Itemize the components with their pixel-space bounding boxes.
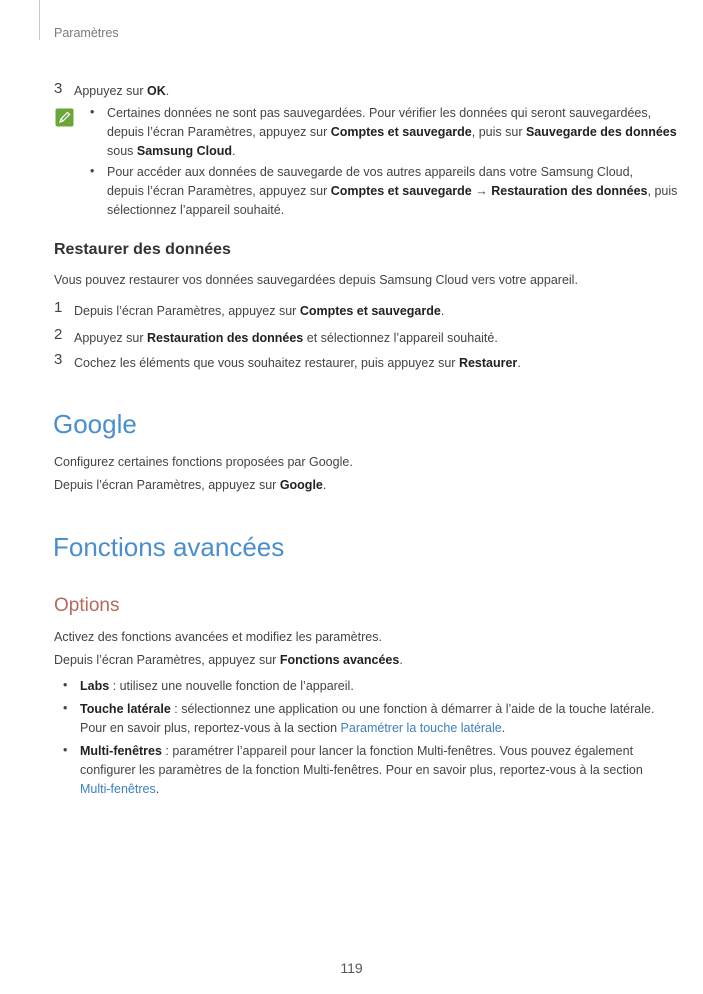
bullet-dot: • xyxy=(90,164,95,178)
restore-intro: Vous pouvez restaurer vos données sauvegardées depuis Samsung Cloud vers votre appareil. xyxy=(54,273,578,287)
options-path: Depuis l’écran Paramètres, appuyez sur Fonctions avancées. xyxy=(54,653,403,667)
options-desc: Activez des fonctions avancées et modifiez les paramètres. xyxy=(54,630,382,644)
bullet-dot: • xyxy=(63,701,68,715)
note-pencil-icon xyxy=(55,108,74,127)
note-bullet-1: Certaines données ne sont pas sauvegardées. Pour vérifier les données qui seront sauvegardées, depuis l’écran Paramètres, appuyez sur Comptes et sauvegarde, puis sur Sauvegarde des données sous Samsung Cloud. xyxy=(107,106,677,158)
step-ok-text: Appuyez sur OK. xyxy=(74,84,170,98)
note-bullet-2: Pour accéder aux données de sauvegarde de vos autres appareils dans votre Samsung Cloud, depuis l’écran Paramètres, appuyez sur Comptes et sauvegarde → Restauration des données, puis sélectionnez l’appareil souhaité. xyxy=(107,165,678,217)
link-parametrer-touche-laterale[interactable]: Paramétrer la touche latérale xyxy=(340,721,502,735)
step-number: 3 xyxy=(54,80,63,97)
restore-step-2: Appuyez sur Restauration des données et sélectionnez l’appareil souhaité. xyxy=(74,331,498,345)
step-number: 2 xyxy=(54,326,63,343)
step-number: 3 xyxy=(54,351,63,368)
options-title: Options xyxy=(54,595,120,616)
google-path: Depuis l’écran Paramètres, appuyez sur Google. xyxy=(54,478,327,492)
touche-laterale-item: Touche latérale : sélectionnez une application ou une fonction à démarrer à l’aide de la touche latérale. Pour en savoir plus, reportez-vous à la section Paramétrer la touche latérale. xyxy=(80,702,655,735)
bullet-dot: • xyxy=(63,678,68,692)
restore-step-1: Depuis l’écran Paramètres, appuyez sur Comptes et sauvegarde. xyxy=(74,304,445,318)
header-divider xyxy=(39,0,40,40)
google-desc: Configurez certaines fonctions proposées par Google. xyxy=(54,455,353,469)
advanced-title: Fonctions avancées xyxy=(53,532,285,562)
link-multi-fenetres[interactable]: Multi-fenêtres xyxy=(80,782,156,796)
page-number: 119 xyxy=(340,960,363,976)
bullet-dot: • xyxy=(63,743,68,757)
bullet-dot: • xyxy=(90,105,95,119)
multi-fenetres-item: Multi-fenêtres : paramétrer l’appareil pour lancer la fonction Multi-fenêtres. Vous pouvez également configurer les paramètres de la fonction Multi-fenêtres. Pour en savoir plus, reportez-vous à la section Multi-fenêtres. xyxy=(80,744,643,796)
restore-step-3: Cochez les éléments que vous souhaitez restaurer, puis appuyez sur Restaurer. xyxy=(74,356,521,370)
section-header: Paramètres xyxy=(54,26,119,40)
restore-heading: Restaurer des données xyxy=(54,241,231,258)
google-title: Google xyxy=(53,409,137,439)
step-number: 1 xyxy=(54,299,63,316)
labs-item: Labs : utilisez une nouvelle fonction de l’appareil. xyxy=(80,679,354,693)
